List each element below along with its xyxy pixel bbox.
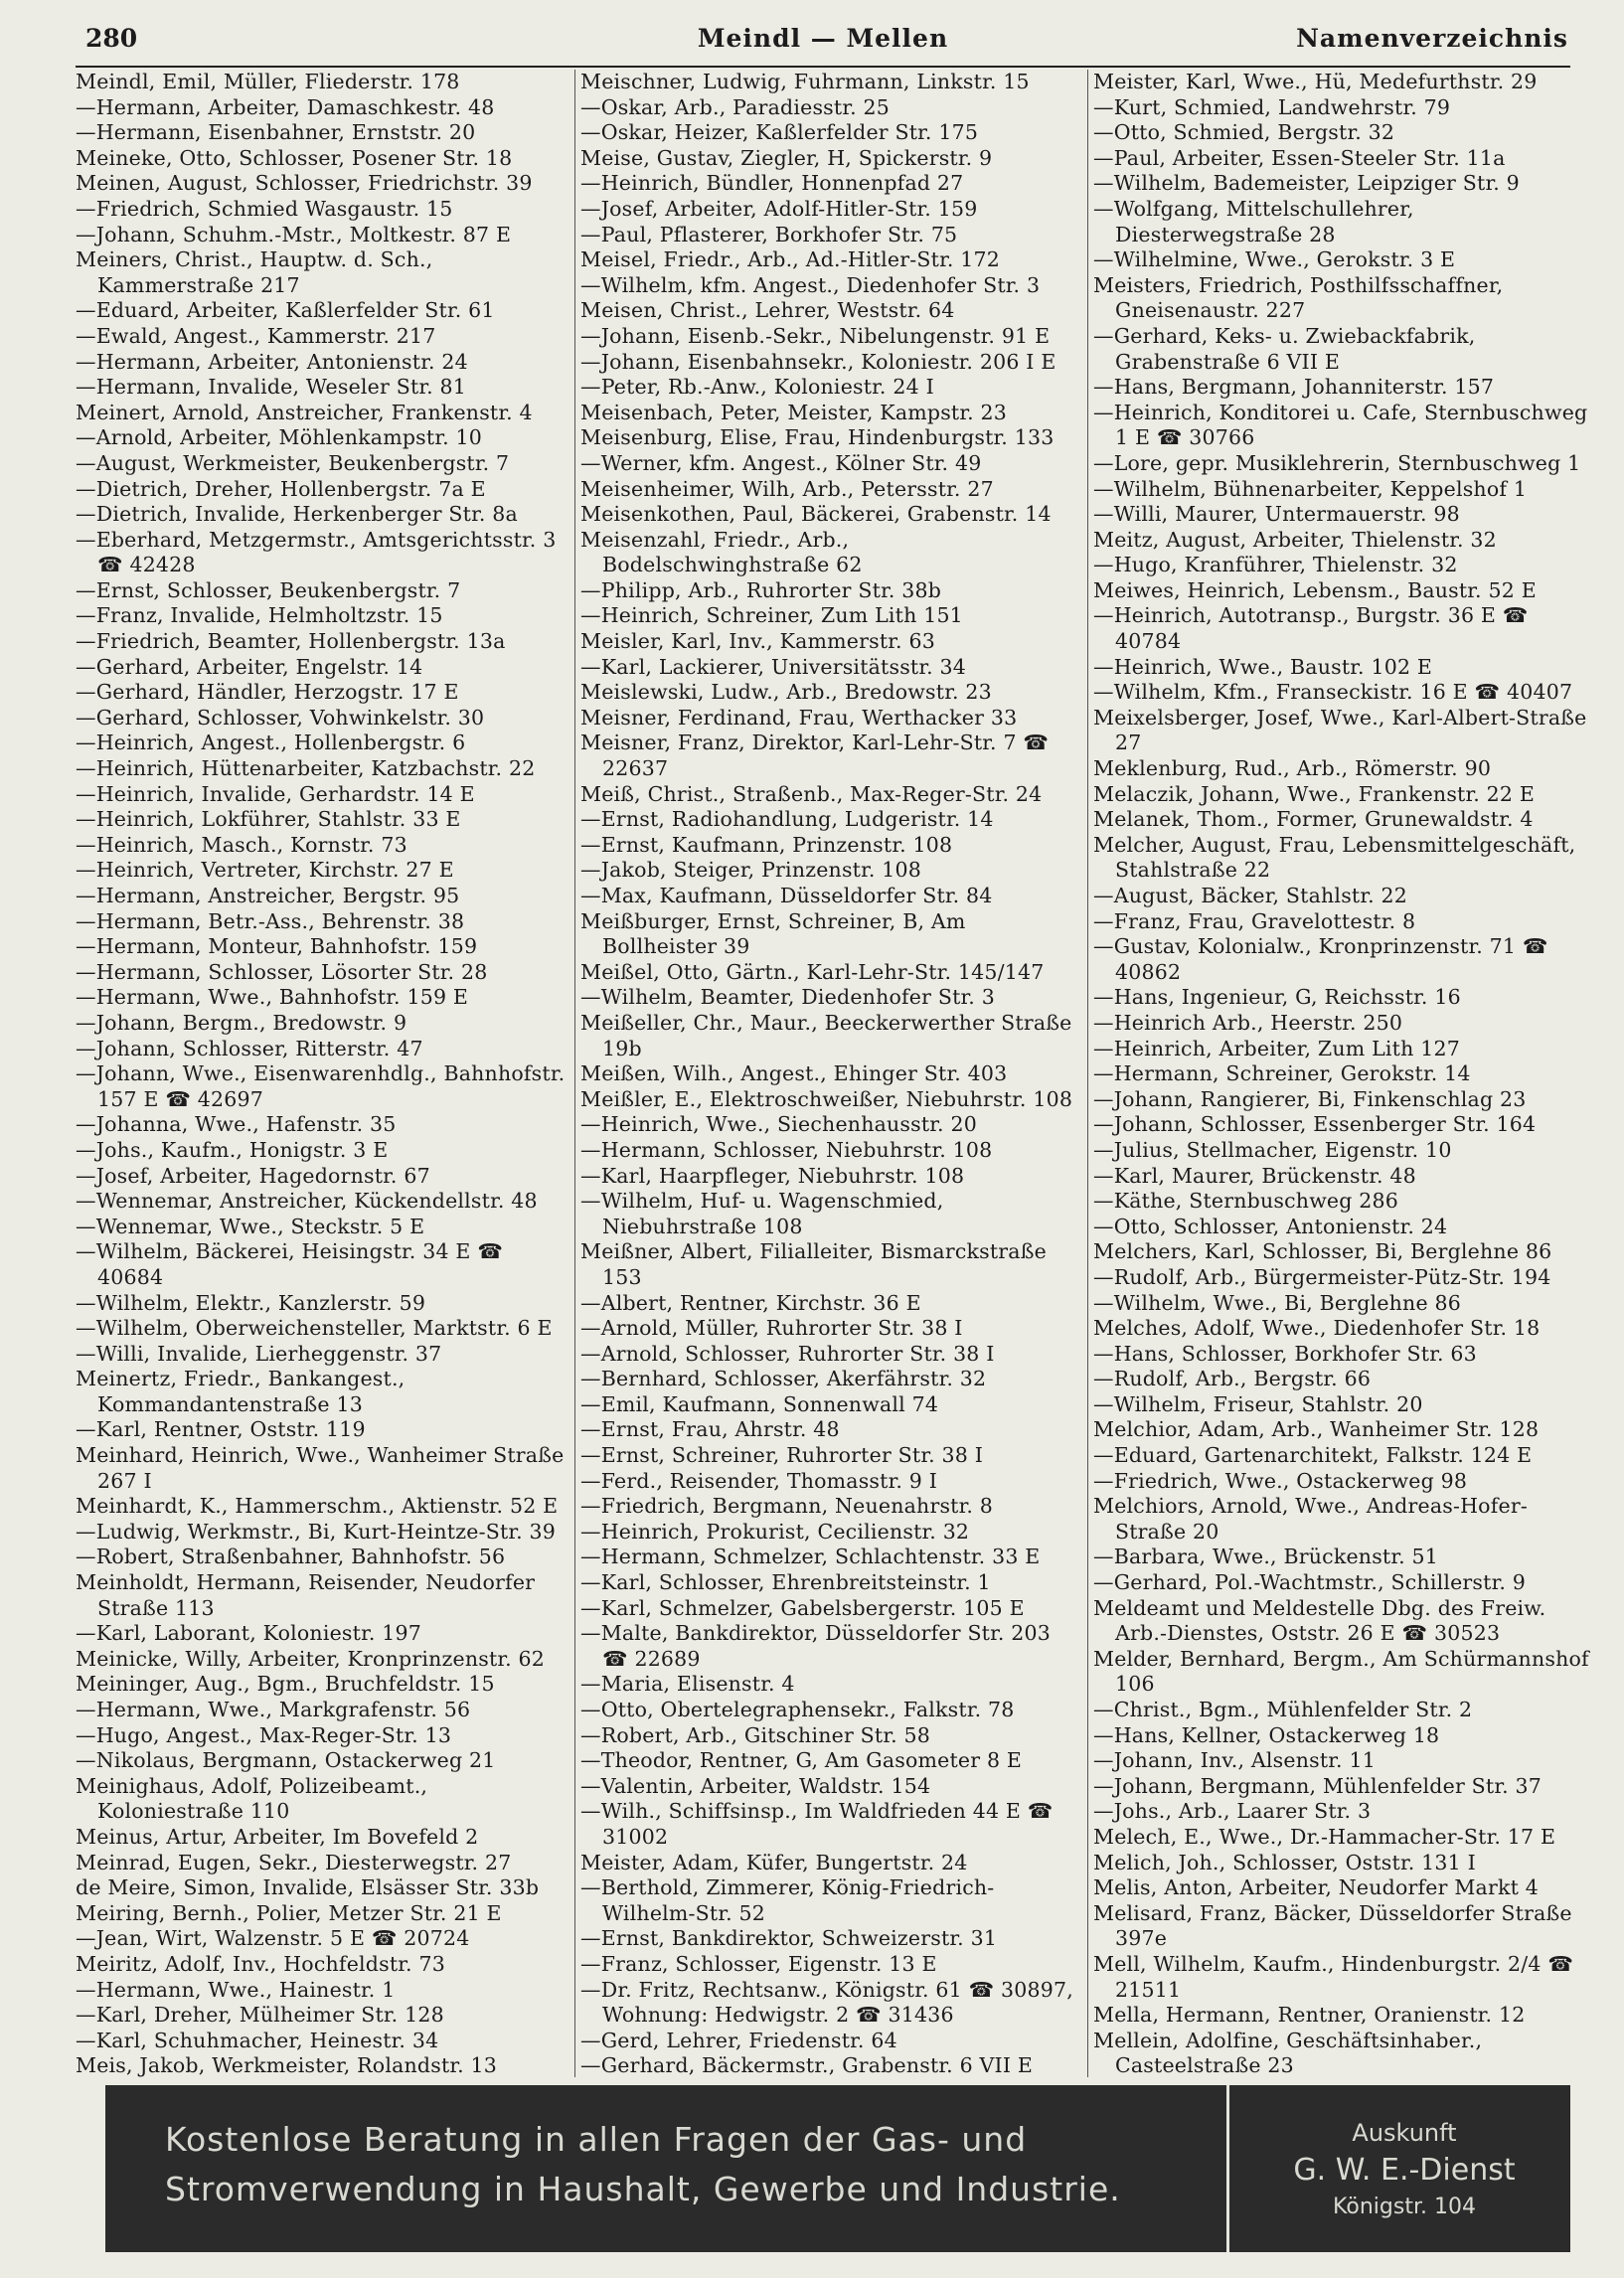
- directory-entry: —Wilhelm, Huf- u. Wagenschmied, Niebuhrstraße 108: [580, 1189, 944, 1238]
- directory-entry: —Johann, Eisenb.-Sekr., Nibelungenstr. 91 E: [580, 323, 1051, 348]
- directory-entry: Meisner, Franz, Direktor, Karl-Lehr-Str. 7 ☎ 22637: [580, 731, 1050, 781]
- directory-entry: Meißen, Wilh., Angest., Ehinger Str. 403: [580, 1061, 1008, 1086]
- directory-entry: Meisler, Karl, Inv., Kammerstr. 63: [580, 629, 935, 654]
- directory-entry: —Paul, Pflasterer, Borkhofer Str. 75: [580, 222, 958, 246]
- directory-entry: —Johann, Bergmann, Mühlenfelder Str. 37: [1093, 1773, 1543, 1798]
- directory-entry: —Friedrich, Wwe., Ostackerweg 98: [1093, 1468, 1468, 1493]
- directory-entry: —Wilhelm, Bademeister, Leipziger Str. 9: [1093, 171, 1520, 196]
- directory-entry: Meiring, Bernh., Polier, Metzer Str. 21 E: [76, 1900, 502, 1925]
- directory-entry: Meininger, Aug., Bgm., Bruchfeldstr. 15: [76, 1672, 495, 1697]
- directory-entry: Meister, Karl, Wwe., Hü, Medefurthstr. 29: [1093, 70, 1538, 93]
- directory-entry: —Ernst, Kaufmann, Prinzenstr. 108: [580, 832, 953, 857]
- directory-entry: —Johann, Schlosser, Ritterstr. 47: [76, 1036, 423, 1060]
- directory-column-1: [76, 70, 572, 2077]
- directory-entry: —Gerhard, Bäckermstr., Grabenstr. 6 VII E: [580, 2053, 1034, 2077]
- directory-entry: —Wilhelmine, Wwe., Gerokstr. 3 E: [1093, 247, 1456, 272]
- directory-entry: —Josef, Arbeiter, Adolf-Hitler-Str. 159: [580, 196, 978, 221]
- directory-entry: Mella, Hermann, Rentner, Oranienstr. 12: [1093, 2003, 1526, 2028]
- directory-entry: Melis, Anton, Arbeiter, Neudorfer Markt 4: [1093, 1875, 1539, 1900]
- directory-entry: —Johann, Schuhm.-Mstr., Moltkestr. 87 E: [76, 222, 512, 246]
- directory-entry: —Albert, Rentner, Kirchstr. 36 E: [580, 1290, 921, 1315]
- directory-entry: —Hans, Schlosser, Borkhofer Str. 63: [1093, 1341, 1477, 1366]
- directory-entry: Meinen, August, Schlosser, Friedrichstr. 39: [76, 171, 533, 196]
- directory-entry: —Gerhard, Keks- u. Zwiebackfabrik, Grabenstraße 6 VII E: [1093, 323, 1476, 374]
- section-title: Namenverzeichnis: [1296, 24, 1568, 53]
- directory-entry: —Nikolaus, Bergmann, Ostackerweg 21: [76, 1748, 496, 1773]
- directory-entry: —Johann, Wwe., Eisenwarenhdlg., Bahnhofstr. 157 E ☎ 42697: [76, 1061, 566, 1111]
- directory-entry: Meißler, E., Elektroschweißer, Niebuhrstr. 108: [580, 1086, 1073, 1111]
- directory-entry: —Ferd., Reisender, Thomasstr. 9 I: [580, 1468, 938, 1493]
- directory-entry: —Otto, Obertelegraphensekr., Falkstr. 78: [580, 1698, 1015, 1721]
- advertisement-line: Kostenlose Beratung in allen Fragen der Gas- und: [165, 2120, 1028, 2159]
- advertisement-divider: [1226, 2085, 1229, 2252]
- directory-entry: —Ernst, Bankdirektor, Schweizerstr. 31: [580, 1926, 998, 1951]
- directory-entry: —Franz, Invalide, Helmholtzstr. 15: [76, 603, 443, 628]
- directory-entry: —Jakob, Steiger, Prinzenstr. 108: [580, 858, 922, 883]
- directory-entry: Meisel, Friedr., Arb., Ad.-Hitler-Str. 172: [580, 247, 1000, 272]
- directory-entry: —Robert, Straßenbahner, Bahnhofstr. 56: [76, 1545, 506, 1569]
- directory-entry: Melaczik, Johann, Wwe., Frankenstr. 22 E: [1093, 781, 1536, 806]
- directory-entry: —Oskar, Heizer, Kaßlerfelder Str. 175: [580, 120, 979, 145]
- directory-entry: Meinholdt, Hermann, Reisender, Neudorfer Straße 113: [76, 1570, 536, 1620]
- directory-entry: —Wilhelm, kfm. Angest., Diedenhofer Str. 3: [580, 272, 1041, 297]
- directory-entry: —Johann, Schlosser, Essenberger Str. 164: [1093, 1112, 1537, 1137]
- advertisement-contact: [1238, 2115, 1570, 2224]
- directory-entry: —Johs., Kaufm., Honigstr. 3 E: [76, 1137, 389, 1162]
- directory-entry: —Karl, Laborant, Koloniestr. 197: [76, 1621, 421, 1646]
- directory-entry: —Heinrich, Bündler, Honnenpfad 27: [580, 171, 964, 196]
- directory-entry: —Rudolf, Arb., Bürgermeister-Pütz-Str. 194: [1093, 1264, 1551, 1289]
- directory-entry: —Wilhelm, Oberweichensteller, Marktstr. 6 E: [76, 1316, 553, 1341]
- directory-entry: —Hans, Kellner, Ostackerweg 18: [1093, 1722, 1440, 1747]
- directory-entry: —Otto, Schmied, Bergstr. 32: [1093, 120, 1395, 145]
- directory-entry: —Hermann, Schmelzer, Schlachtenstr. 33 E: [580, 1545, 1041, 1569]
- directory-entry: —Heinrich, Prokurist, Cecilienstr. 32: [580, 1519, 970, 1544]
- directory-entry: —Julius, Stellmacher, Eigenstr. 10: [1093, 1137, 1452, 1162]
- directory-entry: —Käthe, Sternbuschweg 286: [1093, 1189, 1399, 1214]
- directory-column-3: [1093, 70, 1590, 2077]
- directory-entry: —Ernst, Frau, Ahrstr. 48: [580, 1417, 840, 1442]
- directory-entry: Meise, Gustav, Ziegler, H, Spickerstr. 9: [580, 145, 993, 170]
- directory-entry: —Josef, Arbeiter, Hagedornstr. 67: [76, 1163, 430, 1188]
- directory-entry: —Berthold, Zimmerer, König-Friedrich-Wilhelm-Str. 52: [580, 1875, 995, 1925]
- directory-entry: —Hermann, Wwe., Markgrafenstr. 56: [76, 1698, 471, 1721]
- page-number: 280: [85, 24, 138, 53]
- directory-entry: —Wolfgang, Mittelschullehrer, Diesterwegstraße 28: [1093, 196, 1414, 246]
- directory-entry: —Hermann, Anstreicher, Bergstr. 95: [76, 884, 460, 907]
- directory-entry: Meißner, Albert, Filialleiter, Bismarckstraße 153: [580, 1239, 1047, 1289]
- directory-entry: —Arnold, Müller, Ruhrorter Str. 38 I: [580, 1316, 963, 1341]
- directory-entry: —Karl, Lackierer, Universitätsstr. 34: [580, 654, 967, 679]
- directory-entry: —Arnold, Arbeiter, Möhlenkampstr. 10: [76, 425, 482, 450]
- directory-entry: —Hermann, Arbeiter, Damaschkestr. 48: [76, 94, 495, 119]
- directory-entry: Meißel, Otto, Gärtn., Karl-Lehr-Str. 145/147: [580, 959, 1045, 984]
- directory-entry: —Friedrich, Schmied Wasgaustr. 15: [76, 196, 453, 221]
- directory-entry: —Hermann, Schlosser, Niebuhrstr. 108: [580, 1137, 993, 1162]
- directory-entry: —Arnold, Schlosser, Ruhrorter Str. 38 I: [580, 1341, 995, 1366]
- directory-entry: —Jean, Wirt, Walzenstr. 5 E ☎ 20724: [76, 1926, 470, 1951]
- directory-entry: Meisenbach, Peter, Meister, Kampstr. 23: [580, 400, 1008, 424]
- directory-entry: Meiritz, Adolf, Inv., Hochfeldstr. 73: [76, 1951, 445, 1976]
- directory-entry: Meisenburg, Elise, Frau, Hindenburgstr. 133: [580, 425, 1055, 450]
- directory-entry: —Gerhard, Pol.-Wachtmstr., Schillerstr. 9: [1093, 1570, 1527, 1595]
- directory-entry: Meinertz, Friedr., Bankangest., Kommandantenstraße 13: [76, 1367, 406, 1416]
- page-header: [76, 20, 1570, 68]
- directory-entry: —Willi, Maurer, Untermauerstr. 98: [1093, 502, 1460, 527]
- directory-entry: —Karl, Rentner, Oststr. 119: [76, 1417, 366, 1442]
- directory-entry: —Hermann, Betr.-Ass., Behrenstr. 38: [76, 908, 465, 933]
- directory-entry: —Wilhelm, Elektr., Kanzlerstr. 59: [76, 1290, 426, 1315]
- directory-entry: —Hermann, Arbeiter, Antonienstr. 24: [76, 349, 468, 374]
- directory-entry: Meinhard, Heinrich, Wwe., Wanheimer Straße 267 I: [76, 1443, 565, 1493]
- directory-entry: —Franz, Schlosser, Eigenstr. 13 E: [580, 1951, 937, 1976]
- directory-entry: —Wilhelm, Bäckerei, Heisingstr. 34 E ☎ 40684: [76, 1239, 504, 1289]
- directory-entry: —Karl, Schuhmacher, Heinestr. 34: [76, 2028, 439, 2052]
- directory-entry: —Wennemar, Anstreicher, Kückendellstr. 48: [76, 1189, 538, 1214]
- directory-entry: —Heinrich, Invalide, Gerhardstr. 14 E: [76, 781, 475, 806]
- directory-entry: —Wilhelm, Beamter, Diedenhofer Str. 3: [580, 985, 995, 1010]
- directory-entry: —Ernst, Schlosser, Beukenbergstr. 7: [76, 577, 461, 602]
- directory-entry: —Heinrich, Wwe., Siechenhausstr. 20: [580, 1112, 977, 1137]
- directory-entry: —Wilh., Schiffsinsp., Im Waldfrieden 44 E ☎ 31002: [580, 1799, 1054, 1849]
- directory-entry: —Heinrich, Vertreter, Kirchstr. 27 E: [76, 858, 454, 883]
- directory-entry: Melches, Adolf, Wwe., Diedenhofer Str. 18: [1093, 1316, 1541, 1341]
- directory-entry: —Franz, Frau, Gravelottestr. 8: [1093, 908, 1416, 933]
- directory-entry: —Heinrich, Schreiner, Zum Lith 151: [580, 603, 963, 628]
- column-divider: [1087, 70, 1088, 2077]
- directory-entry: Meischner, Ludwig, Fuhrmann, Linkstr. 15: [580, 70, 1030, 93]
- directory-entry: —Lore, gepr. Musiklehrerin, Sternbuschweg 1: [1093, 450, 1581, 475]
- directory-column-2: [580, 70, 1077, 2077]
- directory-entry: —Oskar, Arb., Paradiesstr. 25: [580, 94, 890, 119]
- directory-entry: —Maria, Elisenstr. 4: [580, 1672, 795, 1697]
- directory-entry: —Heinrich, Lokführer, Stahlstr. 33 E: [76, 807, 461, 832]
- directory-entry: Melchers, Karl, Schlosser, Bi, Berglehne 86: [1093, 1239, 1552, 1264]
- directory-entry: —Philipp, Arb., Ruhrorter Str. 38b: [580, 577, 942, 602]
- directory-entry: —Robert, Arb., Gitschiner Str. 58: [580, 1722, 931, 1747]
- directory-entry: —Johann, Bergm., Bredowstr. 9: [76, 1010, 407, 1035]
- directory-entry: Meixelsberger, Josef, Wwe., Karl-Albert-Straße 27: [1093, 705, 1587, 755]
- directory-entry: Meinus, Artur, Arbeiter, Im Bovefeld 2: [76, 1824, 479, 1849]
- directory-entry: —Ewald, Angest., Kammerstr. 217: [76, 323, 436, 348]
- directory-entry: Meisenzahl, Friedr., Arb., Bodelschwinghstraße 62: [580, 527, 863, 577]
- directory-entry: —Hermann, Schlosser, Lösorter Str. 28: [76, 959, 488, 984]
- directory-entry: Melchiors, Arnold, Wwe., Andreas-Hofer-Straße 20: [1093, 1494, 1528, 1544]
- directory-entry: —Theodor, Rentner, G, Am Gasometer 8 E: [580, 1748, 1023, 1773]
- directory-entry: Meißeller, Chr., Maur., Beeckerwerther Straße 19b: [580, 1010, 1072, 1060]
- directory-entry: —Friedrich, Bergmann, Neuenahrstr. 8: [580, 1494, 994, 1519]
- directory-entry: —Heinrich, Hüttenarbeiter, Katzbachstr. 22: [76, 756, 536, 781]
- directory-entry: Meitz, August, Arbeiter, Thielenstr. 32: [1093, 527, 1497, 552]
- directory-entry: Melchior, Adam, Arb., Wanheimer Str. 128: [1093, 1417, 1540, 1442]
- directory-entry: —Johanna, Wwe., Hafenstr. 35: [76, 1112, 397, 1137]
- directory-entry: —Christ., Bgm., Mühlenfelder Str. 2: [1093, 1698, 1473, 1721]
- directory-entry: —Gerhard, Schlosser, Vohwinkelstr. 30: [76, 705, 485, 730]
- directory-entry: —Heinrich, Angest., Hollenbergstr. 6: [76, 731, 466, 755]
- advertisement-line: Stromverwendung in Haushalt, Gewerbe und Industrie.: [165, 2170, 1121, 2208]
- directory-entry: Meinrad, Eugen, Sekr., Diesterwegstr. 27: [76, 1850, 512, 1874]
- directory-entry: de Meire, Simon, Invalide, Elsässer Str. 33b: [76, 1875, 540, 1900]
- contact-address: Königstr. 104: [1333, 2195, 1476, 2219]
- directory-entry: —Karl, Schlosser, Ehrenbreitsteinstr. 1: [580, 1570, 991, 1595]
- directory-entry: —Gerd, Lehrer, Friedenstr. 64: [580, 2028, 897, 2052]
- advertisement-banner: [105, 2085, 1570, 2252]
- directory-entry: —Kurt, Schmied, Landwehrstr. 79: [1093, 94, 1451, 119]
- advertisement-text: [165, 2115, 1238, 2214]
- directory-entry: —Dietrich, Invalide, Herkenberger Str. 8a: [76, 502, 518, 527]
- directory-entry: —Heinrich, Arbeiter, Zum Lith 127: [1093, 1036, 1460, 1060]
- directory-entry: —Werner, kfm. Angest., Kölner Str. 49: [580, 450, 982, 475]
- directory-entry: Meineke, Otto, Schlosser, Posener Str. 18: [76, 145, 513, 170]
- directory-entry: Meiners, Christ., Hauptw. d. Sch., Kammerstraße 217: [76, 247, 433, 297]
- directory-entry: Meißburger, Ernst, Schreiner, B, Am Bollheister 39: [580, 908, 966, 959]
- directory-entry: Meklenburg, Rud., Arb., Römerstr. 90: [1093, 756, 1492, 781]
- directory-entry: Meisner, Ferdinand, Frau, Werthacker 33: [580, 705, 1018, 730]
- directory-entry: Melder, Bernhard, Bergm., Am Schürmannshof 106: [1093, 1646, 1589, 1697]
- directory-entry: —Hermann, Eisenbahner, Ernststr. 20: [76, 120, 476, 145]
- directory-entry: Melanek, Thom., Former, Grunewaldstr. 4: [1093, 807, 1534, 832]
- directory-entry: —Ernst, Schreiner, Ruhrorter Str. 38 I: [580, 1443, 984, 1468]
- directory-entry: —Karl, Dreher, Mülheimer Str. 128: [76, 2003, 444, 2028]
- contact-label: Auskunft: [1352, 2119, 1457, 2147]
- directory-entry: —Hermann, Wwe., Bahnhofstr. 159 E: [76, 985, 469, 1010]
- directory-entry: Meldeamt und Meldestelle Dbg. des Freiw. Arb.-Dienstes, Oststr. 26 E ☎ 30523: [1093, 1595, 1546, 1646]
- directory-entry: —Hermann, Monteur, Bahnhofstr. 159: [76, 934, 478, 959]
- directory-entry: —Friedrich, Beamter, Hollenbergstr. 13a: [76, 629, 506, 654]
- directory-entry: —Gerhard, Arbeiter, Engelstr. 14: [76, 654, 423, 679]
- directory-entry: —Paul, Arbeiter, Essen-Steeler Str. 11a: [1093, 145, 1506, 170]
- directory-entry: Meislewski, Ludw., Arb., Bredowstr. 23: [580, 680, 992, 705]
- directory-entry: —Johann, Inv., Alsenstr. 11: [1093, 1748, 1376, 1773]
- directory-entry: —Max, Kaufmann, Düsseldorfer Str. 84: [580, 884, 993, 907]
- directory-entry: —Hans, Bergmann, Johanniterstr. 157: [1093, 375, 1495, 400]
- directory-entry: —Hugo, Kranführer, Thielenstr. 32: [1093, 553, 1458, 577]
- directory-entry: —Wilhelm, Bühnenarbeiter, Keppelshof 1: [1093, 476, 1528, 501]
- directory-entry: —Wilhelm, Friseur, Stahlstr. 20: [1093, 1391, 1423, 1416]
- directory-entry: Meisters, Friedrich, Posthilfsschaffner, Gneisenaustr. 227: [1093, 272, 1504, 323]
- directory-entry: —Otto, Schlosser, Antonienstr. 24: [1093, 1214, 1448, 1238]
- contact-name: G. W. E.-Dienst: [1293, 2153, 1516, 2188]
- directory-entry: —Wennemar, Wwe., Steckstr. 5 E: [76, 1214, 425, 1238]
- directory-entry: Mell, Wilhelm, Kaufm., Hindenburgstr. 2/4 ☎ 21511: [1093, 1951, 1574, 2002]
- directory-entry: —Hermann, Wwe., Hainestr. 1: [76, 1977, 396, 2002]
- directory-entry: —Hans, Ingenieur, G, Reichsstr. 16: [1093, 985, 1461, 1010]
- directory-entry: —Dr. Fritz, Rechtsanw., Königstr. 61 ☎ 30897, Wohnung: Hedwigstr. 2 ☎ 31436: [580, 1977, 1073, 2028]
- directory-entry: —Heinrich, Autotransp., Burgstr. 36 E ☎ 40784: [1093, 603, 1529, 654]
- directory-entry: Mellein, Adolfine, Geschäftsinhaber., Casteelstraße 23: [1093, 2028, 1483, 2077]
- directory-entry: —Bernhard, Schlosser, Akerfährstr. 32: [580, 1367, 987, 1391]
- directory-entry: Meiß, Christ., Straßenb., Max-Reger-Str. 24: [580, 781, 1043, 806]
- directory-entry: Meinhardt, K., Hammerschm., Aktienstr. 52 E: [76, 1494, 559, 1519]
- column-divider: [574, 70, 575, 2077]
- directory-entry: Meisen, Christ., Lehrer, Weststr. 64: [580, 298, 955, 323]
- directory-entry: —Heinrich Arb., Heerstr. 250: [1093, 1010, 1403, 1035]
- directory-entry: Meiwes, Heinrich, Lebensm., Baustr. 52 E: [1093, 577, 1537, 602]
- directory-entry: —Gustav, Kolonialw., Kronprinzenstr. 71 ☎ 40862: [1093, 934, 1548, 984]
- directory-entry: —Heinrich, Masch., Kornstr. 73: [76, 832, 407, 857]
- directory-entry: —Eduard, Gartenarchitekt, Falkstr. 124 E: [1093, 1443, 1533, 1468]
- directory-entry: —Rudolf, Arb., Bergstr. 66: [1093, 1367, 1372, 1391]
- directory-entry: Meindl, Emil, Müller, Fliederstr. 178: [76, 70, 460, 93]
- directory-entry: —Wilhelm, Kfm., Franseckistr. 16 E ☎ 40407: [1093, 680, 1573, 705]
- directory-entry: —Heinrich, Konditorei u. Cafe, Sternbuschweg 1 E ☎ 30766: [1093, 400, 1588, 450]
- directory-entry: —Karl, Maurer, Brückenstr. 48: [1093, 1163, 1416, 1188]
- directory-entry: —Malte, Bankdirektor, Düsseldorfer Str. 203 ☎ 22689: [580, 1621, 1052, 1671]
- directory-entry: —Johann, Eisenbahnsekr., Koloniestr. 206 I E: [580, 349, 1056, 374]
- directory-entry: —Eberhard, Metzgermstr., Amtsgerichtsstr. 3 ☎ 42428: [76, 527, 557, 577]
- directory-entry: —Karl, Haarpfleger, Niebuhrstr. 108: [580, 1163, 965, 1188]
- directory-entry: —Valentin, Arbeiter, Waldstr. 154: [580, 1773, 931, 1798]
- directory-entry: Meister, Adam, Küfer, Bungertstr. 24: [580, 1850, 968, 1874]
- directory-entry: —Willi, Invalide, Lierheggenstr. 37: [76, 1341, 442, 1366]
- directory-entry: —Hugo, Angest., Max-Reger-Str. 13: [76, 1722, 452, 1747]
- directory-entry: —Johs., Arb., Laarer Str. 3: [1093, 1799, 1372, 1824]
- directory-entry: Meinighaus, Adolf, Polizeibeamt., Koloniestraße 110: [76, 1773, 428, 1824]
- directory-entry: Melisard, Franz, Bäcker, Düsseldorfer Straße 397e: [1093, 1900, 1572, 1951]
- directory-entry: —Karl, Schmelzer, Gabelsbergerstr. 105 E: [580, 1595, 1025, 1620]
- directory-entry: —Wilhelm, Wwe., Bi, Berglehne 86: [1093, 1290, 1461, 1315]
- directory-entry: Melich, Joh., Schlosser, Oststr. 131 I: [1093, 1850, 1476, 1874]
- directory-entry: Meisenkothen, Paul, Bäckerei, Grabenstr. 14: [580, 502, 1052, 527]
- page-title: Meindl — Mellen: [697, 24, 949, 53]
- directory-entry: Meinert, Arnold, Anstreicher, Frankenstr. 4: [76, 400, 533, 424]
- directory-entry: Meis, Jakob, Werkmeister, Rolandstr. 13: [76, 2053, 498, 2077]
- directory-entry: —Dietrich, Dreher, Hollenbergstr. 7a E: [76, 476, 486, 501]
- directory-entry: Melech, E., Wwe., Dr.-Hammacher-Str. 17 E: [1093, 1824, 1556, 1849]
- directory-entry: —Heinrich, Wwe., Baustr. 102 E: [1093, 654, 1433, 679]
- directory-entry: Meinicke, Willy, Arbeiter, Kronprinzenstr. 62: [76, 1646, 546, 1671]
- directory-entry: —August, Bäcker, Stahlstr. 22: [1093, 884, 1408, 907]
- directory-entry: Meisenheimer, Wilh, Arb., Petersstr. 27: [580, 476, 994, 501]
- directory-entry: Melcher, August, Frau, Lebensmittelgeschäft, Stahlstraße 22: [1093, 832, 1576, 883]
- directory-entry: —August, Werkmeister, Beukenbergstr. 7: [76, 450, 510, 475]
- directory-entry: —Gerhard, Händler, Herzogstr. 17 E: [76, 680, 459, 705]
- directory-entry: —Hermann, Invalide, Weseler Str. 81: [76, 375, 467, 400]
- directory-entry: —Ernst, Radiohandlung, Ludgeristr. 14: [580, 807, 994, 832]
- directory-entry: —Emil, Kaufmann, Sonnenwall 74: [580, 1391, 939, 1416]
- directory-entry: —Barbara, Wwe., Brückenstr. 51: [1093, 1545, 1439, 1569]
- directory-entry: —Johann, Rangierer, Bi, Finkenschlag 23: [1093, 1086, 1527, 1111]
- directory-entry: —Hermann, Schreiner, Gerokstr. 14: [1093, 1061, 1471, 1086]
- directory-entry: —Ludwig, Werkmstr., Bi, Kurt-Heintze-Str. 39: [76, 1519, 557, 1544]
- directory-entry: —Peter, Rb.-Anw., Koloniestr. 24 I: [580, 375, 934, 400]
- directory-entry: —Eduard, Arbeiter, Kaßlerfelder Str. 61: [76, 298, 495, 323]
